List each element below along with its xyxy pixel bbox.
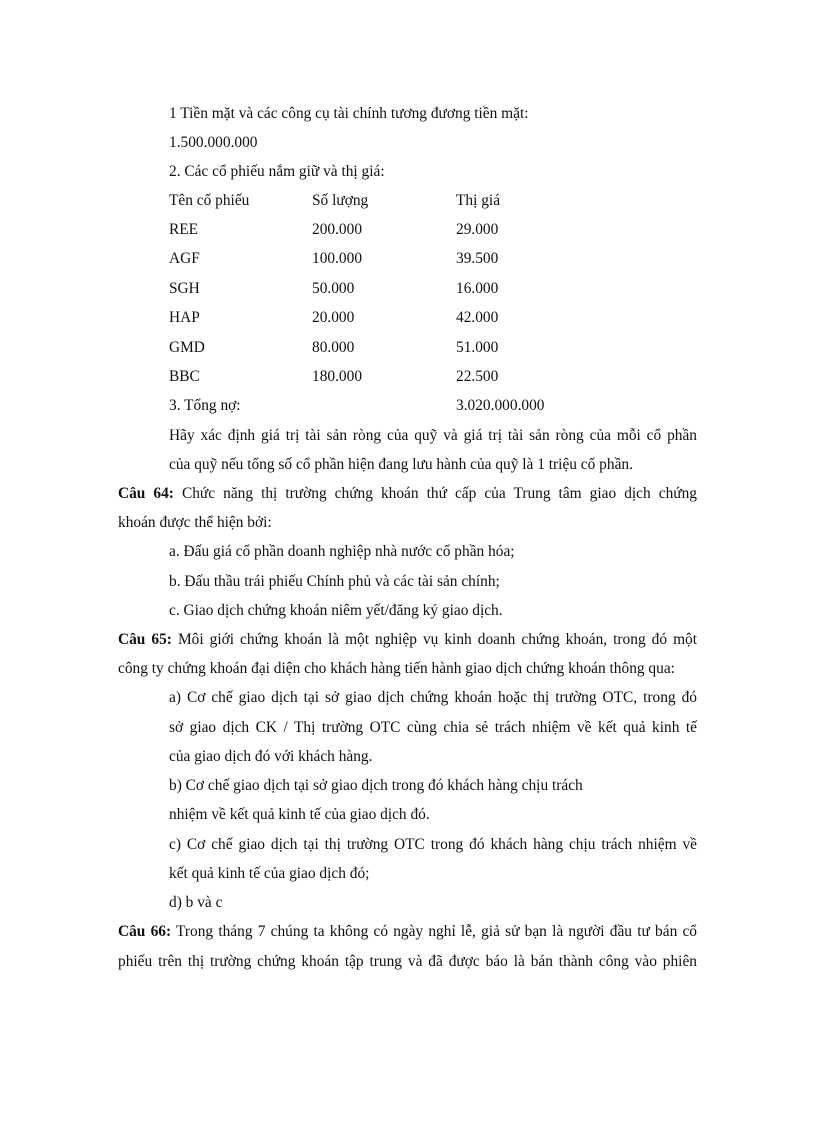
question-64-label: Câu 64: xyxy=(118,485,174,502)
cash-value: 1.500.000.000 xyxy=(169,134,258,151)
question-65-option-c: c) Cơ chế giao dịch tại thị trường OTC trong đó khách hàng chịu trách nhiệm về xyxy=(169,836,697,853)
task-line: của quỹ nếu tổng số cổ phần hiện đang lưu hành của quỹ là 1 triệu cổ phần. xyxy=(169,456,633,473)
cell-market-price: 16.000 xyxy=(456,280,499,297)
question-65-line xyxy=(118,632,697,647)
question-65-text-cont: công ty chứng khoán đại diện cho khách hàng tiến hành giao dịch chứng khoán thông qua: xyxy=(118,660,675,677)
cell-stock-name: HAP xyxy=(169,309,200,326)
cell-market-price: 29.000 xyxy=(456,221,499,238)
cell-quantity: 180.000 xyxy=(312,368,363,385)
cell-market-price: 42.000 xyxy=(456,309,499,326)
stocks-heading: 2. Các cổ phiếu nắm giữ và thị giá: xyxy=(169,163,385,180)
cell-stock-name: BBC xyxy=(169,368,200,385)
header-quantity: Số lượng xyxy=(312,192,369,209)
cell-market-price: 51.000 xyxy=(456,339,499,356)
cell-stock-name: AGF xyxy=(169,250,200,267)
question-66-line xyxy=(118,924,697,939)
question-64-option-b: b. Đấu thầu trái phiếu Chính phủ và các tài sản chính; xyxy=(169,573,500,590)
question-64-option-c: c. Giao dịch chứng khoán niêm yết/đăng ký giao dịch. xyxy=(169,602,503,619)
question-66-text-cont: phiếu trên thị trường chứng khoán tập trung và đã được báo là bán thành công vào phiên xyxy=(118,953,697,970)
question-64-option-a: a. Đấu giá cổ phần doanh nghiệp nhà nước cổ phần hóa; xyxy=(169,543,515,560)
question-64-line xyxy=(118,486,697,501)
cell-quantity: 100.000 xyxy=(312,250,363,267)
question-65-label: Câu 65: xyxy=(118,631,172,648)
cell-market-price: 22.500 xyxy=(456,368,499,385)
header-market-price: Thị giá xyxy=(456,192,501,209)
question-64-text-cont: khoán được thể hiện bởi: xyxy=(118,514,272,531)
cell-quantity: 80.000 xyxy=(312,339,355,356)
header-stock-name: Tên cổ phiếu xyxy=(169,192,250,209)
question-65-option-d: d) b và c xyxy=(169,894,223,911)
question-65-option-a-cont: của giao dịch đó với khách hàng. xyxy=(169,748,373,765)
question-65-option-c-cont: kết quả kinh tế của giao dịch đó; xyxy=(169,865,370,882)
cell-stock-name: GMD xyxy=(169,339,205,356)
question-65-option-b-cont: nhiệm về kết quả kinh tế của giao dịch đó. xyxy=(169,806,430,823)
debt-value: 3.020.000.000 xyxy=(456,397,545,414)
question-65-option-a-cont: sở giao dịch CK / Thị trường OTC cùng chia sẻ trách nhiệm về kết quả kinh tế xyxy=(169,719,697,736)
cell-stock-name: SGH xyxy=(169,280,200,297)
cell-quantity: 20.000 xyxy=(312,309,355,326)
cell-stock-name: REE xyxy=(169,221,199,238)
question-66-text: Trong tháng 7 chúng ta không có ngày nghỉ lễ, giả sử bạn là người đầu tư bán cổ xyxy=(176,923,697,940)
debt-label: 3. Tổng nợ: xyxy=(169,397,241,414)
question-65-option-a: a) Cơ chế giao dịch tại sở giao dịch chứng khoán hoặc thị trường OTC, trong đó xyxy=(169,689,697,706)
question-65-text: Môi giới chứng khoán là một nghiệp vụ kinh doanh chứng khoán, trong đó một xyxy=(177,631,698,648)
cell-quantity: 200.000 xyxy=(312,221,363,238)
cell-quantity: 50.000 xyxy=(312,280,355,297)
task-line: Hãy xác định giá trị tài sản ròng của quỹ và giá trị tài sản ròng của mỗi cổ phần xyxy=(169,427,697,444)
question-66-label: Câu 66: xyxy=(118,923,172,940)
cash-heading: 1 Tiền mặt và các công cụ tài chính tương đương tiền mặt: xyxy=(169,105,529,122)
question-65-option-b: b) Cơ chế giao dịch tại sở giao dịch trong đó khách hàng chịu trách xyxy=(169,777,583,794)
cell-market-price: 39.500 xyxy=(456,250,499,267)
question-64-text: Chức năng thị trường chứng khoán thứ cấp của Trung tâm giao dịch chứng xyxy=(181,485,697,502)
